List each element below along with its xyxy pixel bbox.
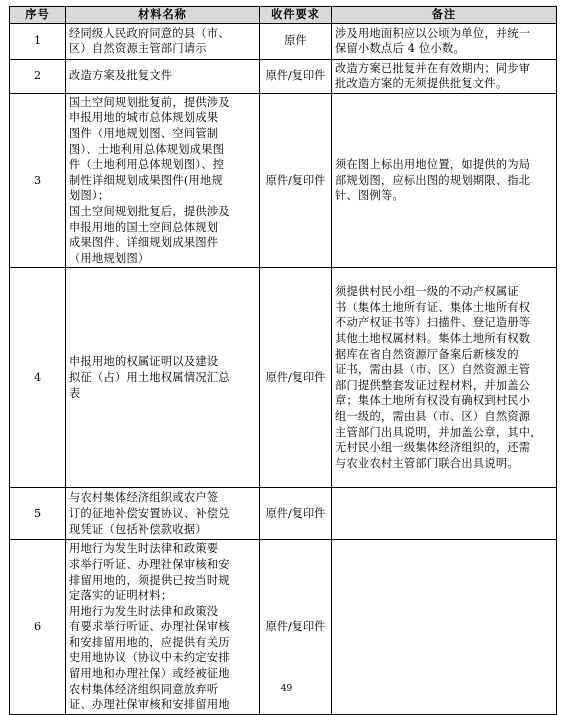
remarks-cell [332,59,557,93]
remarks-cell [332,488,557,540]
remarks-line: 改造方案已批复并在有效期内；同步审 [335,61,531,75]
material-name-line: 申报用地的权属证明以及建设 [69,355,219,369]
material-name-line: 用地行为发生时法律和政策没 [69,604,219,618]
remarks-line: 组一级的，需由县（市、区）自然资源 [335,410,531,423]
material-name-line: 制性详细规划成果图件(用地规 [69,173,224,187]
remarks-line: 须提供村民小组一级的不动产权属证 [335,285,519,299]
remarks-line: 书（集体土地所有证、集体土地所有权 [335,300,531,314]
remarks-cell [332,23,557,59]
remarks-line: 主管部门出具说明，并加盖公章，其中， [335,425,542,439]
material-name-line: 国土空间规划批复前，提供涉及 [69,95,230,109]
row-number: 3 [10,93,66,268]
row-number: 4 [10,268,66,488]
material-name-line: 定落实的证明材料； [69,589,173,603]
requirement-cell: 原件/复印件 [260,59,332,93]
remarks-line: 涉及用地面积应以公顷为单位，并统一 [335,26,531,40]
row-number: 2 [10,59,66,93]
header-material-name: 材料名称 [66,7,260,24]
row-number: 6 [10,540,66,715]
remarks-line: 据库在省自然资源厅备案后新核发的 [335,347,519,361]
material-name-line: 现凭证（包括补偿款收据） [69,522,207,536]
material-name-line: 证、办理社保审核和安排留用地 [69,698,230,712]
header-requirement: 收件要求 [260,7,332,24]
remarks-line: 其他土地权属材料。集体土地所有权数 [335,332,531,346]
material-name-line: 申报用地的国土空间总体规划 [69,220,219,234]
remarks-line: 证书，需由县（市、区）自然资源主管 [335,363,531,377]
remarks-cell [332,268,557,488]
material-name-line: 表 [69,386,81,400]
material-name-line: 求举行听证、办理社保审核和安 [69,557,230,571]
materials-table [9,6,557,715]
material-name-line: 留用地和办理社保）或经被征地 [69,667,230,681]
remarks-line: 部门提供整套发证过程材料，并加盖公 [335,378,531,392]
remarks-line: 须在图上标出用地位置，如提供的为局 [335,158,531,172]
requirement-cell: 原件/复印件 [260,540,332,715]
table-row [10,59,557,93]
remarks-line: 与农业农村主管部门联合出具说明。 [335,456,519,470]
row-number: 5 [10,488,66,540]
table-row [10,93,557,268]
remarks-line: 针、图例等。 [335,189,404,203]
material-name-line: 农村集体经济组织同意放弃听 [69,682,219,696]
material-name-line: 成果图件、详细规划成果图件 [69,236,219,250]
material-name-cell [66,23,260,59]
material-name-line: 排留用地的，须提供已按当时规 [69,573,230,587]
requirement-cell: 原件/复印件 [260,268,332,488]
material-name-cell [66,488,260,540]
material-name-cell [66,93,260,268]
material-name-line: 订的征地补偿安置协议、补偿兑 [69,507,230,521]
header-remarks: 备注 [332,7,557,24]
material-name-line: 和安排留用地的，应提供有关历 [69,635,230,649]
remarks-line: 批改造方案的无须提供批复文件。 [335,77,508,91]
material-name-line: 拟征（占）用土地权属情况汇总 [69,371,230,385]
material-name-line: 与农村集体经济组织或农户签 [69,491,219,505]
remarks-line: 保留小数点后 4 位小数。 [335,42,466,56]
material-name-line: 有要求举行听证、办理社保审核 [69,620,230,634]
material-name-line: （用地规划图） [69,251,150,265]
requirement-cell: 原件/复印件 [260,93,332,268]
material-name-line: 国土空间规划批复后，提供涉及 [69,204,230,218]
remarks-line: 章；集体土地所有权没有确权到村民小 [335,394,531,408]
material-name-line: 件（土地利用总体规划图）、控 [69,158,225,172]
requirement-cell: 原件/复印件 [260,488,332,540]
remarks-cell [332,93,557,268]
remarks-line: 无村民小组一级集体经济组织的，还需 [335,441,531,455]
material-name-line: 图件（用地规划图、空间管制 [69,126,219,140]
remarks-line: 部规划图，应标出图的规划期限、指北 [335,173,531,187]
material-name-line: 图）、土地利用总体规划成果图 [69,142,225,156]
page-number: 49 [280,684,293,694]
material-name-cell [66,59,260,93]
row-number: 1 [10,23,66,59]
header-no: 序号 [10,7,66,24]
material-name-line: 申报用地的城市总体规划成果 [69,111,219,125]
table-row [10,488,557,540]
remarks-line: 不动产权证书等）扫描件、登记造册等 [335,316,531,330]
material-name-line: 用地行为发生时法律和政策要 [69,542,219,556]
material-name-line: 划图）； [69,189,110,203]
table-row [10,23,557,59]
requirement-cell: 原件 [260,23,332,59]
material-name-cell [66,268,260,488]
material-name-line: 经同级人民政府同意的县（市、 [69,26,230,40]
material-name-line: 史用地协议（协议中未约定安排 [69,651,230,665]
table-header-row [10,7,557,24]
table-row [10,268,557,488]
material-name-line: 区）自然资源主管部门请示 [69,42,207,56]
material-name-line: 改造方案及批复文件 [69,69,173,83]
